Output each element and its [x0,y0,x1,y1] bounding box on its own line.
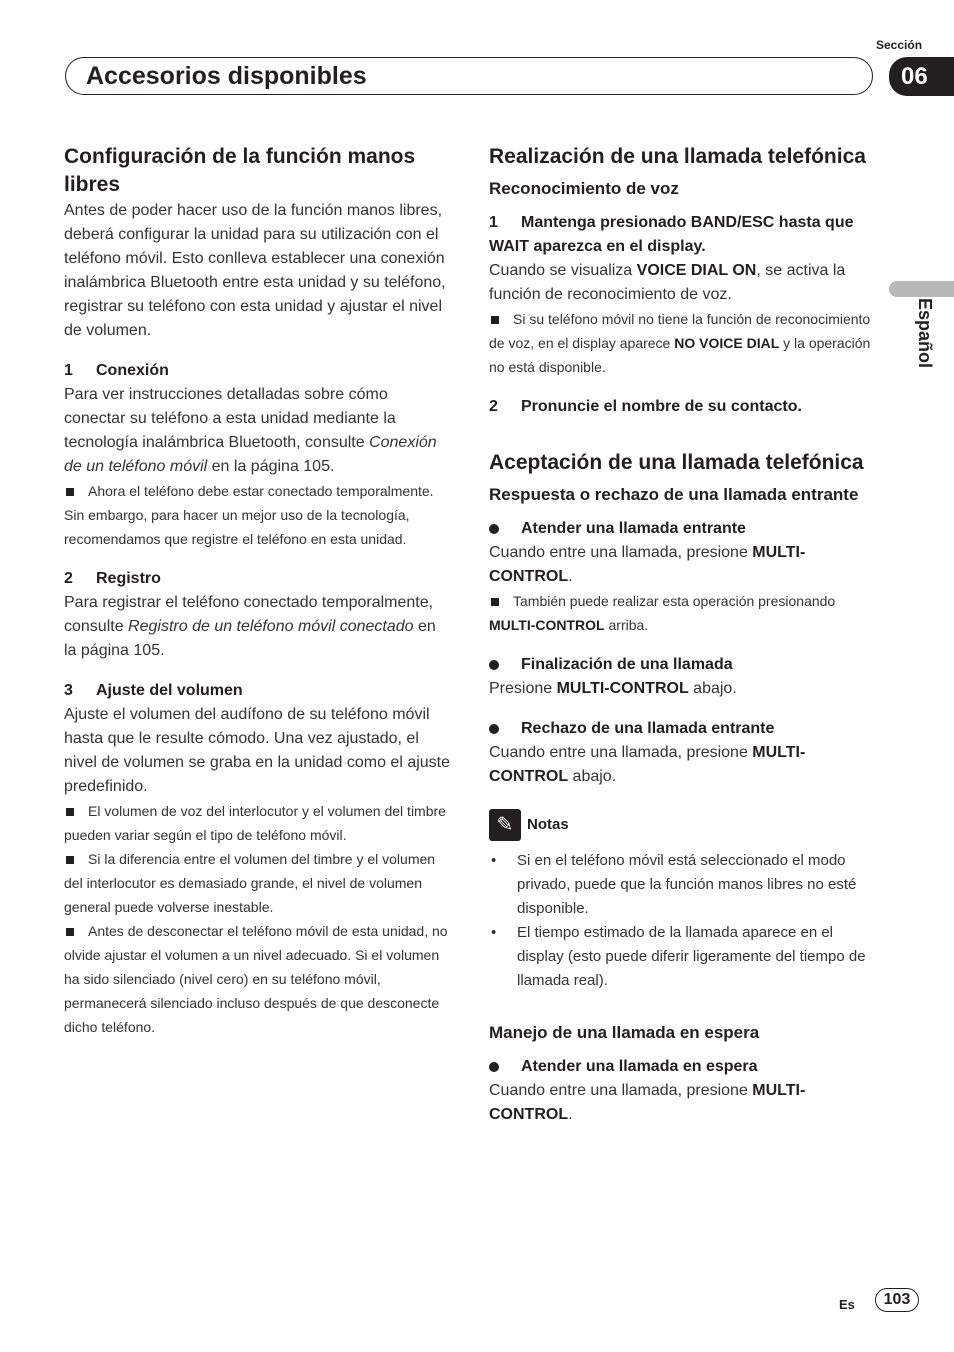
step-hold-band [489,211,879,259]
note-text: Si en el teléfono móvil está seleccionado el modo privado, puede que la función manos libres no esté disponible. [517,852,857,917]
page-title: Accesorios disponibles [86,62,367,90]
square-bullet-icon [66,488,74,496]
step-hold-band-text [489,259,879,307]
right-column [489,143,879,1127]
cross-reference-link[interactable]: Conexión de un teléfono móvil [64,434,437,475]
note-text: arriba. [604,617,649,633]
note-item [489,921,879,993]
notes-label: Notas [527,816,569,833]
step-say-name [489,395,879,419]
step-register-text [64,591,452,663]
step-number: 3 [64,682,73,699]
page-number: 103 [875,1288,919,1312]
step-title: Registro [96,570,161,587]
text-run: Presione [489,680,557,697]
step-number: 2 [64,570,73,587]
step-number: 1 [64,362,73,379]
square-bullet-icon [491,316,499,324]
step-connection [64,359,452,383]
note-item [64,919,452,1039]
item-reject-call-text [489,741,879,789]
section-label: Sección [876,38,923,52]
step-title: Pronuncie el nombre de su contacto. [521,398,802,415]
control-name: MULTI-CONTROL [489,544,806,585]
note-text: Si la diferencia entre el volumen del timbre y el volumen del interlocutor es demasiado grande, el nivel de volumen general puede volverse inestable. [64,851,436,915]
note-text: El tiempo estimado de la llamada aparece en el display (esto puede diferir ligeramente del tiempo de llamada real). [517,924,866,989]
step-register [64,567,452,591]
step-number: 2 [489,398,498,415]
item-answer-waiting [489,1055,879,1079]
item-answer-call-text [489,541,879,589]
item-title: Atender una llamada en espera [521,1058,758,1075]
note-item [489,307,879,379]
step-number: 1 [489,214,498,231]
text-run: en la página 105. [64,618,436,659]
control-name: MULTI-CONTROL [489,744,806,785]
section-number: 06 [889,57,954,96]
note-text: El volumen de voz del interlocutor y el volumen del timbre pueden variar según el tipo de teléfono móvil. [64,803,446,843]
item-title: Finalización de una llamada [521,656,733,673]
note-item [64,847,452,919]
round-bullet-icon [489,660,499,670]
text-run: , se activa la función de reconocimiento de voz. [489,262,846,303]
text-run: abajo. [688,680,737,697]
note-item [64,799,452,847]
item-reject-call [489,717,879,741]
intro-text: Antes de poder hacer uso de la función manos libres, deberá configurar la unidad para su utilización con el teléfono móvil. Esto conlleva establecer una conexión inalámbrica Bluetooth entre esta unidad y su teléfono, registrar su teléfono con esta unidad y ajustar el nivel de volumen. [64,202,446,339]
display-message: VOICE DIAL ON [636,262,757,279]
note-item [64,479,452,551]
note-text: y la operación no está disponible. [489,335,871,375]
text-run: Para ver instrucciones detalladas sobre cómo conectar su teléfono a esta unidad mediante la tecnología inalámbrica Bluetooth, consulte [64,386,396,451]
item-title: Atender una llamada entrante [521,520,746,537]
round-bullet-icon [489,1062,499,1072]
cross-reference-link[interactable]: Registro de un teléfono móvil conectado [128,618,414,635]
text-run: . [568,1106,573,1123]
note-item [489,589,879,637]
round-bullet-icon [489,524,499,534]
step-title: Ajuste del volumen [96,682,243,699]
square-bullet-icon [66,928,74,936]
display-message: NO VOICE DIAL [674,335,780,351]
step-title: Conexión [96,362,169,379]
item-answer-call [489,517,879,541]
pencil-icon: ✎ [489,809,521,841]
square-bullet-icon [66,808,74,816]
text-run: . [568,568,573,585]
item-answer-waiting-text [489,1079,879,1127]
section-heading-handsfree: Configuración de la función manos libres [64,145,416,196]
note-text: Si su teléfono móvil no tiene la función de reconocimiento de voz, en el display aparece [489,311,871,351]
item-end-call [489,653,879,677]
language-tab [889,281,954,297]
text-run: Cuando entre una llamada, presione [489,744,753,761]
step-title: Mantenga presionado BAND/ESC hasta que WAIT aparezca en el display. [489,214,854,255]
subheading-call-waiting: Manejo de una llamada en espera [489,1023,760,1042]
note-item [489,849,879,921]
step-connection-text [64,383,452,479]
text-run: Para registrar el teléfono conectado temporalmente, consulte [64,594,434,635]
round-bullet-icon [489,724,499,734]
square-bullet-icon [491,598,499,606]
subheading-voice-recognition: Reconocimiento de voz [489,179,679,198]
control-name: MULTI-CONTROL [489,617,605,633]
note-text: Ahora el teléfono debe estar conectado temporalmente. Sin embargo, para hacer un mejor uso de la tecnología, recomendamos que registre el teléfono en esta unidad. [64,483,434,547]
step-volume [64,679,452,703]
language-label: Español [915,298,935,369]
text-run: Cuando entre una llamada, presione [489,1082,753,1099]
text-run: Cuando entre una llamada, presione [489,544,753,561]
notes-header [489,809,879,841]
square-bullet-icon [66,856,74,864]
note-text: Antes de desconectar el teléfono móvil de esta unidad, no olvide ajustar el volumen a un nivel adecuado. Si el volumen ha sido silenciado (nivel cero) en su teléfono móvil, permanecerá silenciado incluso después de que desconecte dicho teléfono. [64,923,448,1035]
note-text: También puede realizar esta operación presionando [513,593,836,609]
text-run: en la página 105. [207,458,335,475]
text-run: abajo. [568,768,617,785]
dot-bullet-icon: • [491,852,497,869]
section-heading-accept-call: Aceptación de una llamada telefónica [489,451,864,474]
dot-bullet-icon: • [491,924,497,941]
subheading-answer-reject: Respuesta o rechazo de una llamada entrante [489,485,859,504]
section-heading-make-call: Realización de una llamada telefónica [489,145,866,168]
item-end-call-text [489,677,879,701]
control-name: MULTI-CONTROL [556,680,689,697]
step-volume-text: Ajuste el volumen del audífono de su teléfono móvil hasta que le resulte cómodo. Una vez ajustado, el nivel de volumen se graba en la unidad como el ajuste predefinido. [64,706,451,795]
control-name: MULTI-CONTROL [489,1082,806,1123]
item-title: Rechazo de una llamada entrante [521,720,775,737]
left-column [64,143,452,1039]
text-run: Cuando se visualiza [489,262,637,279]
footer-language: Es [839,1297,855,1312]
